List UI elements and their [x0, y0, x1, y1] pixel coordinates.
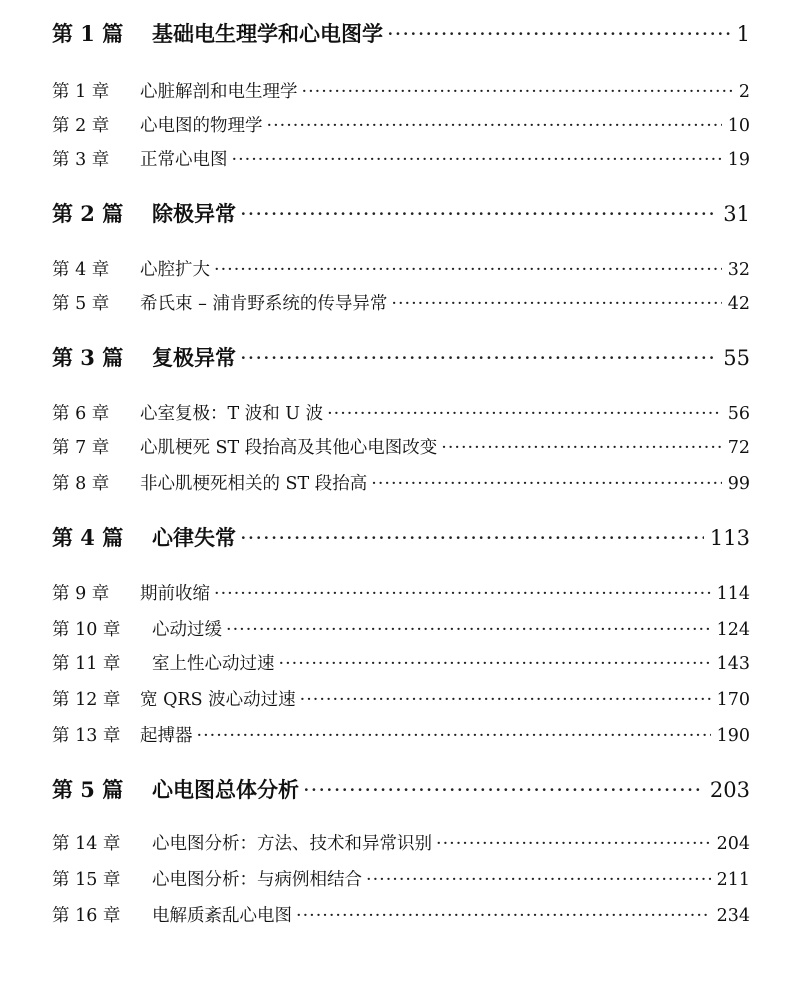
toc-chapter-15[interactable]	[52, 866, 750, 891]
chapter-number: 第 3 章	[52, 150, 110, 170]
dot-leader	[302, 82, 733, 102]
toc-chapter-13[interactable]	[52, 722, 750, 747]
page-number: 204	[716, 834, 750, 854]
toc-chapter-7[interactable]	[52, 434, 750, 459]
part-number: 第 1 篇	[52, 21, 124, 46]
toc-chapter-4[interactable]	[52, 256, 750, 281]
dot-leader	[240, 202, 717, 226]
page-number: 72	[727, 438, 750, 458]
chapter-title: 心电图分析：与病例相结合	[152, 870, 362, 890]
part-title: 心电图总体分析	[152, 777, 299, 802]
page-number: 211	[716, 870, 750, 890]
chapter-number: 第 4 章	[52, 260, 110, 280]
chapter-number: 第 8 章	[52, 474, 110, 494]
chapter-number: 第 10 章	[52, 620, 121, 640]
toc-chapter-1[interactable]	[52, 78, 750, 103]
dot-leader	[366, 870, 711, 890]
dot-leader	[197, 726, 711, 746]
dot-leader	[214, 584, 711, 604]
chapter-title: 心肌梗死 ST 段抬高及其他心电图改变	[140, 438, 438, 458]
chapter-title: 宽 QRS 波心动过速	[140, 690, 296, 710]
page-number: 42	[727, 294, 750, 314]
page-number: 2	[738, 82, 750, 102]
dot-leader	[226, 620, 711, 640]
chapter-number: 第 1 章	[52, 82, 110, 102]
chapter-number: 第 5 章	[52, 294, 110, 314]
toc-chapter-2[interactable]	[52, 112, 750, 137]
page-number: 170	[716, 690, 750, 710]
chapter-title: 心电图的物理学	[140, 116, 263, 136]
dot-leader	[232, 150, 722, 170]
page-number: 55	[723, 346, 750, 370]
page-number: 31	[723, 202, 750, 226]
chapter-number: 第 11 章	[52, 654, 121, 674]
chapter-title: 心腔扩大	[140, 260, 210, 280]
part-title: 复极异常	[152, 345, 236, 370]
chapter-number: 第 6 章	[52, 404, 110, 424]
page-number: 10	[727, 116, 750, 136]
dot-leader	[240, 526, 704, 550]
dot-leader	[391, 294, 721, 314]
dot-leader	[303, 778, 704, 802]
page-number: 234	[716, 906, 750, 926]
toc-part-3[interactable]	[52, 342, 750, 372]
chapter-number: 第 14 章	[52, 834, 121, 854]
page-number: 124	[716, 620, 750, 640]
dot-leader	[214, 260, 722, 280]
page-number: 190	[716, 726, 750, 746]
part-number: 第 3 篇	[52, 345, 124, 370]
part-number: 第 2 篇	[52, 201, 124, 226]
chapter-number: 第 15 章	[52, 870, 121, 890]
chapter-number: 第 16 章	[52, 906, 121, 926]
toc-chapter-8[interactable]	[52, 470, 750, 495]
page-number: 56	[727, 404, 750, 424]
dot-leader	[371, 474, 721, 494]
page-number: 32	[727, 260, 750, 280]
part-number: 第 4 篇	[52, 525, 124, 550]
page-number: 114	[716, 584, 750, 604]
page-number: 99	[727, 474, 750, 494]
dot-leader	[441, 438, 721, 458]
dot-leader	[387, 22, 731, 46]
chapter-number: 第 9 章	[52, 584, 110, 604]
part-title: 心律失常	[152, 525, 236, 550]
chapter-title: 心室复极：T 波和 U 波	[140, 404, 324, 424]
chapter-title: 非心肌梗死相关的 ST 段抬高	[140, 474, 368, 494]
chapter-number: 第 7 章	[52, 438, 110, 458]
dot-leader	[240, 346, 717, 370]
chapter-title: 起搏器	[140, 726, 193, 746]
dot-leader	[267, 116, 722, 136]
toc-chapter-5[interactable]	[52, 290, 750, 315]
part-number: 第 5 篇	[52, 777, 124, 802]
chapter-title: 希氏束 – 浦肯野系统的传导异常	[140, 294, 388, 314]
toc-chapter-14[interactable]	[52, 830, 750, 855]
toc-chapter-11[interactable]	[52, 650, 750, 675]
chapter-title: 心脏解剖和电生理学	[140, 82, 298, 102]
page-number: 203	[709, 778, 750, 802]
toc-chapter-10[interactable]	[52, 616, 750, 641]
page-number: 1	[736, 22, 750, 46]
chapter-number: 第 12 章	[52, 690, 121, 710]
chapter-title: 心动过缓	[152, 620, 222, 640]
toc-chapter-16[interactable]	[52, 902, 750, 927]
toc-part-4[interactable]	[52, 522, 750, 552]
toc-part-1[interactable]	[52, 18, 750, 48]
chapter-number: 第 2 章	[52, 116, 110, 136]
page-number: 113	[709, 526, 750, 550]
chapter-number: 第 13 章	[52, 726, 121, 746]
chapter-title: 电解质紊乱心电图	[152, 906, 292, 926]
dot-leader	[436, 834, 711, 854]
chapter-title: 室上性心动过速	[152, 654, 275, 674]
chapter-title: 期前收缩	[140, 584, 210, 604]
toc-chapter-12[interactable]	[52, 686, 750, 711]
toc-chapter-3[interactable]	[52, 146, 750, 171]
part-title: 除极异常	[152, 201, 236, 226]
chapter-title: 心电图分析：方法、技术和异常识别	[152, 834, 432, 854]
toc-part-5[interactable]	[52, 774, 750, 804]
toc-chapter-6[interactable]	[52, 400, 750, 425]
page-number: 19	[727, 150, 750, 170]
dot-leader	[296, 906, 711, 926]
chapter-title: 正常心电图	[140, 150, 228, 170]
dot-leader	[327, 404, 722, 424]
dot-leader	[279, 654, 711, 674]
toc-chapter-9[interactable]	[52, 580, 750, 605]
part-title: 基础电生理学和心电图学	[152, 21, 383, 46]
toc-part-2[interactable]	[52, 198, 750, 228]
page-number: 143	[716, 654, 750, 674]
dot-leader	[300, 690, 711, 710]
